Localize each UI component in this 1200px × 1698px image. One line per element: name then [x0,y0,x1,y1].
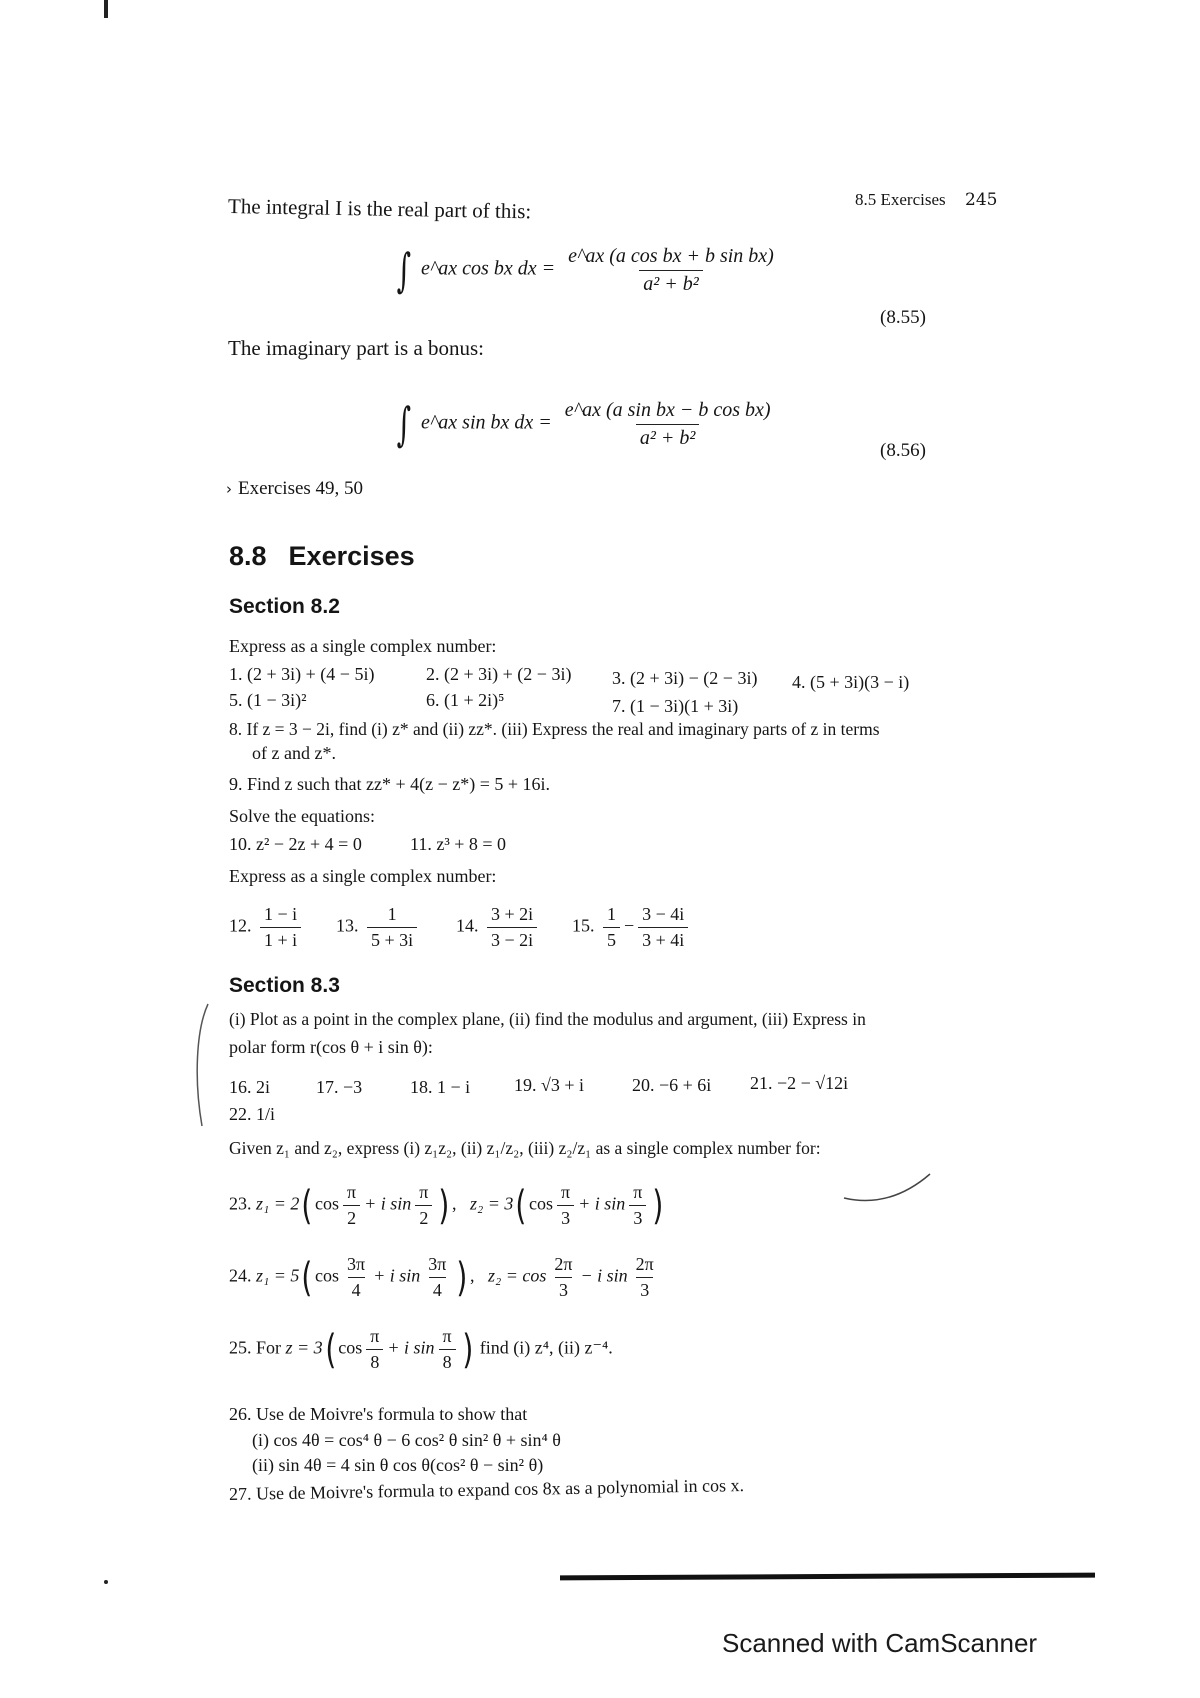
exercises-reference-text: Exercises 49, 50 [238,478,364,499]
exercise-24-z2-num-2: 2π [635,1254,654,1274]
scan-bottom-rule [560,1573,1095,1581]
exercise-21: 21. −2 − √12i [750,1073,849,1093]
exercise-1: 1. (2 + 3i) + (4 − 5i) [229,664,375,684]
exercise-15-denominator-1: 5 [603,927,620,951]
exercise-15-fraction-2 [638,904,688,951]
exercise-13-fraction [367,904,417,951]
exercise-24-z2-frac-2 [632,1254,658,1301]
exercise-25 [229,1326,613,1373]
left-paren: ( [301,1254,313,1301]
exercise-23-cos-2: cos [529,1193,554,1214]
exercise-24: 24. z₁ = 5( cos $\frac{3\pi}{4}$ + i sin $\frac{3\pi}{4}$ ) , z₂ = cos $\frac{2\pi}{3}$ − i sin $\frac{2\pi}{3}$ [229,1254,662,1301]
exercise-14-fraction [487,904,537,951]
exercise-23-z1-frac-2 [415,1182,432,1229]
exercise-12-numerator: 1 − i [264,904,298,924]
exercise-24-cos: cos [315,1265,340,1286]
eq855-number: (8.55) [880,307,926,328]
equation-8-55 [392,243,782,297]
exercise-18: 18. 1 − i [410,1077,471,1097]
scan-dot [104,1580,108,1584]
exercise-15-numerator-2: 3 − 4i [642,904,685,924]
exercise-24-minus-i-sin: − i sin [580,1265,628,1286]
exercise-6: 6. (1 + 2i)⁵ [426,690,505,710]
s82-instruction-2: Solve the equations: [229,806,375,826]
s83-instruction-line-2: polar form r(cos θ + i sin θ): [229,1037,433,1057]
exercise-23-z2-den-2: 3 [629,1205,646,1229]
eq855-lhs: e^ax cos bx dx = [420,257,556,280]
exercise-23-z2-lhs: z₂ = 3 [469,1193,514,1214]
equation-8-56 [392,397,779,451]
exercise-23-z1-lhs: z₁ = 2 [256,1193,300,1214]
exercise-14-label: 14. [456,915,479,936]
pencil-check-mark [840,1170,940,1210]
exercise-23-label: 23. [229,1193,252,1214]
eq856-number: (8.56) [880,440,926,461]
exercise-24-z1-lhs: z₁ = 5 [256,1265,300,1286]
exercise-23-plus-i-sin-2: + i sin [578,1193,626,1214]
exercise-13-numerator: 1 [387,904,397,924]
right-paren: ) [461,1326,473,1373]
exercise-14 [456,904,541,951]
exercise-27: 27. Use de Moivre's formula to expand cos 8x as a polynomial in cos x. [228,1475,745,1504]
exercise-15-numerator-1: 1 [607,904,616,924]
exercise-24-z1-den-1: 4 [348,1277,365,1301]
exercise-24-z1-frac-2 [424,1254,450,1301]
exercise-16: 16. 2i [229,1077,271,1097]
exercise-12-denominator: 1 + i [260,927,301,951]
exercise-23-z2-num-2: π [633,1182,643,1202]
running-header [855,190,998,210]
exercise-24-z1-den-2: 4 [429,1277,446,1301]
imaginary-part-text: The imaginary part is a bonus: [228,336,485,360]
exercise-25-find: find (i) z⁴, (ii) z⁻⁴. [479,1337,613,1358]
camscanner-watermark: Scanned with CamScanner [722,1628,1038,1658]
exercise-5: 5. (1 − 3i)² [229,690,307,710]
scan-edge-mark [104,0,108,18]
arrow-marker-icon: › [226,480,232,498]
right-paren: ) [652,1182,664,1229]
exercise-24-z2-frac-1 [550,1254,576,1301]
chapter-heading [229,541,415,572]
eq855-numerator: e^ax (a cos bx + b sin bx) [568,244,774,267]
exercise-8-line-1: 8. If z = 3 − 2i, find (i) z* and (ii) zz*. (iii) Express the real and imaginary parts of z in terms [229,719,880,739]
exercise-2: 2. (2 + 3i) + (2 − 3i) [426,664,572,684]
exercise-25-frac-2 [439,1326,456,1373]
exercise-23-z1-frac-1 [343,1182,360,1229]
section-8-3-title: Section 8.3 [229,974,340,997]
left-paren: ( [301,1182,313,1229]
page-number: 245 [965,190,998,210]
exercise-24-plus-i-sin: + i sin [373,1265,421,1286]
exercise-23: 23. z₁ = 2( cos $\frac{\pi}{2}$ + i sin $\frac{\pi}{2}$ ) , z₂ = 3( cos $\frac{\pi}{3}$ + i sin $\frac{\pi}{3}$ ) [229,1182,664,1229]
exercise-26-line-1: 26. Use de Moivre's formula to show that [229,1404,528,1424]
exercise-11: 11. z³ + 8 = 0 [410,834,507,854]
exercise-7: 7. (1 − 3i)(1 + 3i) [612,696,739,716]
exercise-15-minus: − [624,915,635,936]
exercise-23-z2-den-1: 3 [557,1205,574,1229]
exercise-8-line-2: of z and z*. [252,743,336,763]
chapter-number: 8.8 [229,541,267,571]
right-paren: ) [438,1182,450,1229]
exercise-25-den-2: 8 [439,1349,456,1373]
s82-instruction-3: Express as a single complex number: [229,866,497,886]
exercise-10: 10. z² − 2z + 4 = 0 [229,834,362,854]
exercise-23-cos: cos [315,1193,340,1214]
left-paren: ( [515,1182,527,1229]
exercise-24-z2-lhs: z₂ = cos [487,1265,547,1286]
header-section: 8.5 Exercises [855,190,946,209]
exercise-25-num-2: π [442,1326,452,1346]
exercise-25-den-1: 8 [366,1349,383,1373]
exercise-15-fraction-1 [603,904,620,951]
exercise-25-num-1: π [370,1326,380,1346]
exercise-25-label: 25. For [229,1337,282,1358]
exercise-23-z1-num-2: π [419,1182,429,1202]
exercise-23-z2-num-1: π [561,1182,571,1202]
integral-sign: ∫ [396,243,412,297]
exercise-23-z1-num-1: π [347,1182,357,1202]
given-z1-z2: Given z₁ and z₂, express (i) z₁z₂, (ii) z₁/z₂, (iii) z₂/z₁ as a single complex number for: [229,1138,821,1158]
exercise-17: 17. −3 [316,1077,363,1097]
pencil-bracket-mark [188,1000,218,1130]
exercise-26-line-3: (ii) sin 4θ = 4 sin θ cos θ(cos² θ − sin² θ) [252,1455,544,1475]
eq856-fraction [561,399,775,450]
real-part-text: The integral I is the real part of this: [227,194,532,224]
eq855-denominator: a² + b² [639,270,703,296]
exercise-15 [572,904,692,951]
right-paren: ) [456,1254,468,1301]
exercise-25-cos: cos [338,1337,363,1358]
left-paren: ( [325,1326,336,1373]
exercise-25-frac-1 [366,1326,383,1373]
exercise-3: 3. (2 + 3i) − (2 − 3i) [612,668,758,688]
exercise-23-plus-i-sin: + i sin [364,1193,412,1214]
exercise-13-label: 13. [336,915,359,936]
exercise-25-plus-i-sin: + i sin [387,1337,435,1358]
exercise-12-label: 12. [229,915,252,936]
exercise-4: 4. (5 + 3i)(3 − i) [792,672,910,692]
exercise-14-numerator: 3 + 2i [491,904,534,924]
exercise-24-label: 24. [229,1265,252,1286]
section-8-2-title: Section 8.2 [229,595,340,618]
exercise-9: 9. Find z such that zz* + 4(z − z*) = 5 + 16i. [229,774,551,794]
exercise-24-z2-num-1: 2π [554,1254,573,1274]
exercise-15-label: 15. [572,915,595,936]
chapter-title: Exercises [288,541,415,571]
eq856-numerator: e^ax (a sin bx − b cos bx) [564,398,771,421]
exercise-25-z-lhs: z = 3 [285,1337,323,1358]
exercise-26-line-2: (i) cos 4θ = cos⁴ θ − 6 cos² θ sin² θ + sin⁴ θ [252,1430,561,1450]
exercises-reference [226,478,363,500]
exercise-24-z1-frac-1 [343,1254,369,1301]
exercise-14-denominator: 3 − 2i [487,927,537,951]
exercise-13-denominator: 5 + 3i [367,927,417,951]
exercise-23-z2-frac-1 [557,1182,574,1229]
s82-instruction-1: Express as a single complex number: [229,636,497,656]
exercise-24-z1-num-1: 3π [347,1254,366,1274]
s83-instruction-line-1: (i) Plot as a point in the complex plane, (ii) find the modulus and argument, (iii) Express in [229,1009,866,1029]
eq855-fraction [564,245,778,296]
exercise-24-z1-num-2: 3π [428,1254,447,1274]
exercise-22: 22. 1/i [229,1104,276,1124]
exercise-15-denominator-2: 3 + 4i [638,927,688,951]
exercise-23-z1-den-2: 2 [415,1205,432,1229]
exercise-12-fraction [260,904,301,951]
exercise-13 [336,904,421,951]
exercise-23-z2-frac-2 [629,1182,646,1229]
exercise-20: 20. −6 + 6i [632,1075,712,1095]
exercise-12 [229,904,305,951]
exercise-19: 19. √3 + i [514,1075,585,1095]
exercise-24-z2-den-2: 3 [636,1277,653,1301]
exercise-24-z2-den-1: 3 [555,1277,572,1301]
eq856-denominator: a² + b² [636,424,700,450]
integral-sign: ∫ [396,397,412,451]
eq856-lhs: e^ax sin bx dx = [420,411,552,434]
exercise-23-z1-den-1: 2 [343,1205,360,1229]
